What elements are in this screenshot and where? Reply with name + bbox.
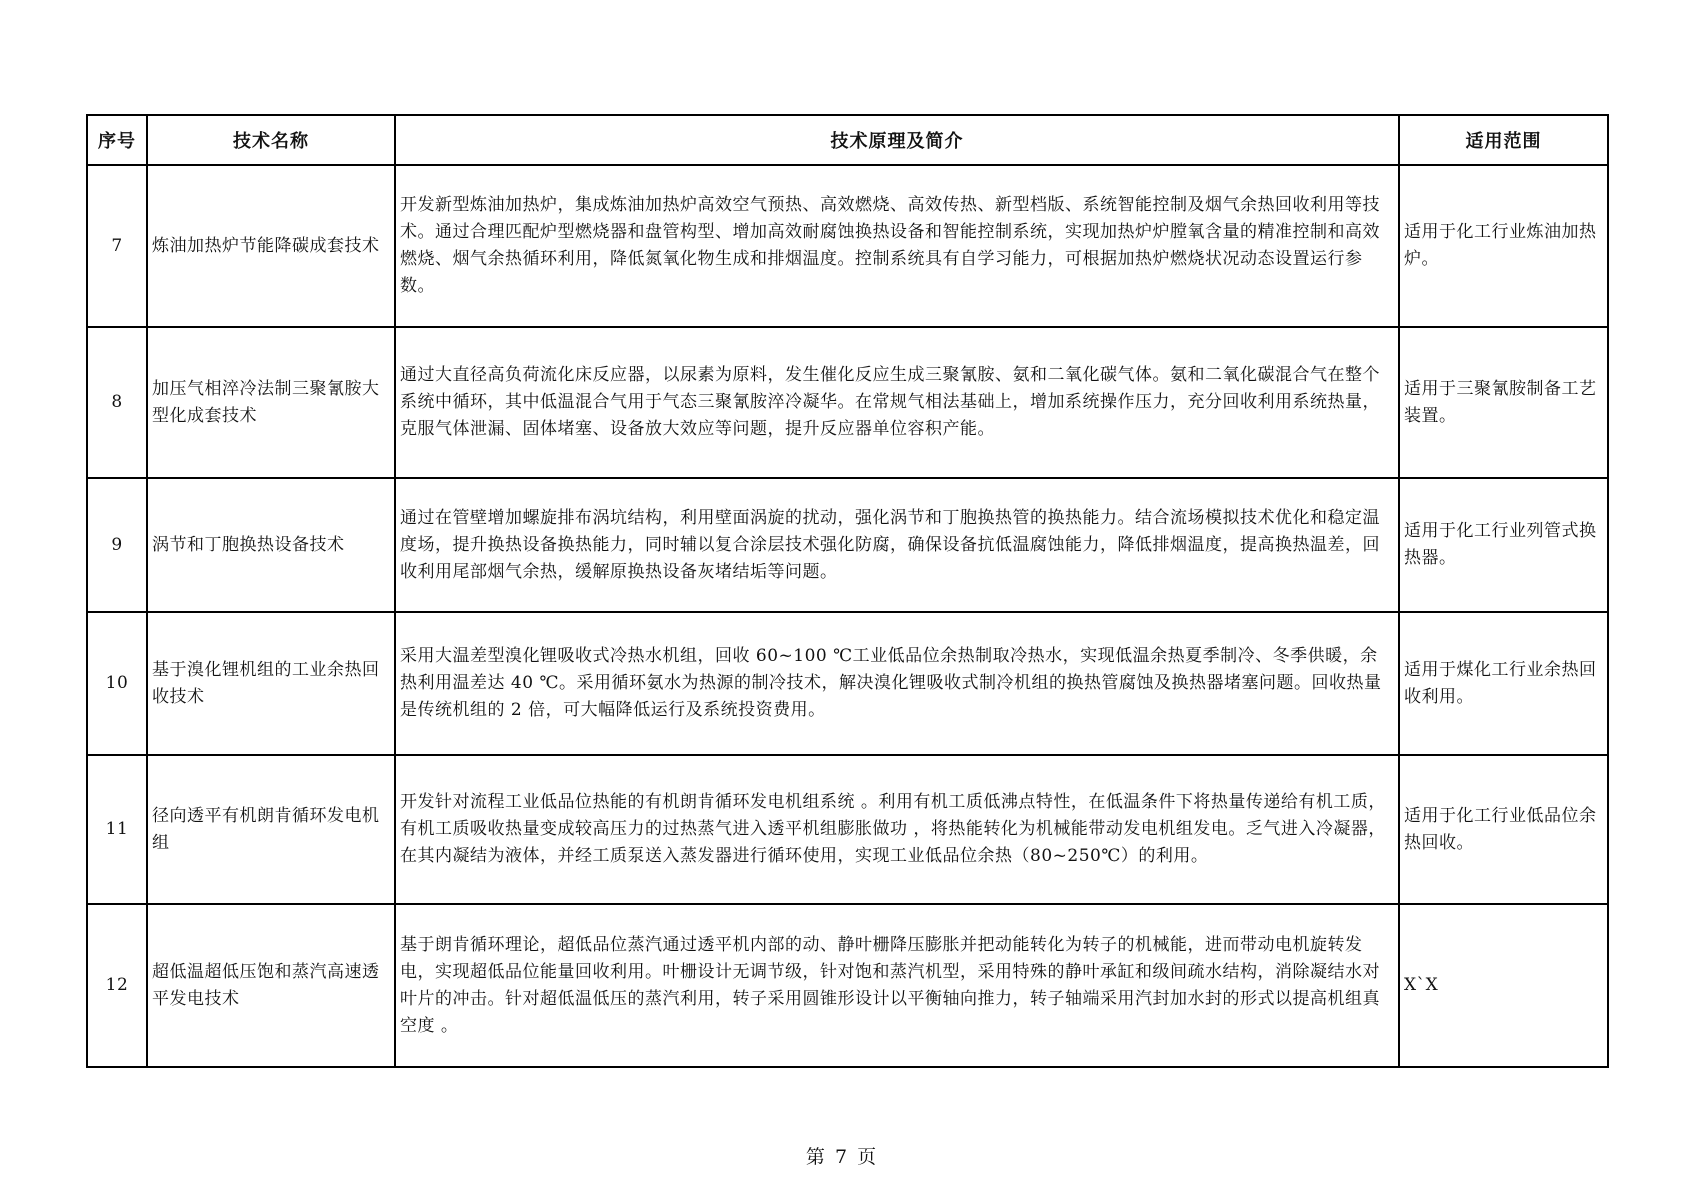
row-scope: 适用于三聚氰胺制备工艺装置。 — [1399, 327, 1608, 478]
row-scope: 适用于化工行业列管式换热器。 — [1399, 478, 1608, 612]
row-tech-name: 涡节和丁胞换热设备技术 — [147, 478, 395, 612]
row-tech-name: 径向透平有机朗肯循环发电机组 — [147, 755, 395, 904]
header-description: 技术原理及简介 — [395, 115, 1399, 165]
row-number: 7 — [87, 165, 147, 327]
page-number: 第 7 页 — [805, 1146, 879, 1168]
row-description: 采用大温差型溴化锂吸收式冷热水机组，回收 60~100 ℃工业低品位余热制取冷热水，实现低温余热夏季制冷、冬季供暖，余热利用温差达 40 ℃。采用循环氨水为热源的制冷技术，解决溴化锂吸收式制冷机组的换热管腐蚀及换热器堵塞问题。回收热量是传统机组的 2 倍，可大幅降低运行及系统投资费用。 — [395, 612, 1399, 755]
row-tech-name: 炼油加热炉节能降碳成套技术 — [147, 165, 395, 327]
table-row — [87, 478, 1608, 612]
row-number: 12 — [87, 904, 147, 1067]
header-scope: 适用范围 — [1399, 115, 1608, 165]
row-number: 8 — [87, 327, 147, 478]
row-scope: 适用于化工行业炼油加热炉。 — [1399, 165, 1608, 327]
row-scope: 适用于化工行业低品位余热回收。 — [1399, 755, 1608, 904]
table-row — [87, 165, 1608, 327]
table-row — [87, 755, 1608, 904]
row-description: 开发新型炼油加热炉，集成炼油加热炉高效空气预热、高效燃烧、高效传热、新型档版、系统智能控制及烟气余热回收利用等技术。通过合理匹配炉型燃烧器和盘管构型、增加高效耐腐蚀换热设备和智能控制系统，实现加热炉炉膛氧含量的精准控制和高效燃烧、烟气余热循环利用，降低氮氧化物生成和排烟温度。控制系统具有自学习能力，可根据加热炉燃烧状况动态设置运行参数。 — [395, 165, 1399, 327]
technology-table — [86, 114, 1609, 1068]
table-body — [87, 165, 1608, 1067]
table-row — [87, 327, 1608, 478]
header-name: 技术名称 — [147, 115, 395, 165]
table-row — [87, 612, 1608, 755]
row-tech-name: 基于溴化锂机组的工业余热回收技术 — [147, 612, 395, 755]
row-tech-name: 超低温超低压饱和蒸汽高速透平发电技术 — [147, 904, 395, 1067]
row-number: 9 — [87, 478, 147, 612]
row-description: 基于朗肯循环理论，超低品位蒸汽通过透平机内部的动、静叶栅降压膨胀并把动能转化为转子的机械能，进而带动电机旋转发电，实现超低品位能量回收利用。叶栅设计无调节级，针对饱和蒸汽机型，采用特殊的静叶承缸和级间疏水结构，消除凝结水对叶片的冲击。针对超低温低压的蒸汽利用，转子采用圆锥形设计以平衡轴向推力，转子轴端采用汽封加水封的形式以提高机组真空度 。 — [395, 904, 1399, 1067]
header-row — [87, 115, 1608, 165]
row-number: 11 — [87, 755, 147, 904]
header-number: 序号 — [87, 115, 147, 165]
row-scope: 适用于煤化工行业余热回收利用。 — [1399, 612, 1608, 755]
row-description: 通过大直径高负荷流化床反应器，以尿素为原料，发生催化反应生成三聚氰胺、氨和二氧化碳气体。氨和二氧化碳混合气在整个系统中循环，其中低温混合气用于气态三聚氰胺淬冷凝华。在常规气相法基础上，增加系统操作压力，充分回收利用系统热量，克服气体泄漏、固体堵塞、设备放大效应等问题，提升反应器单位容积产能。 — [395, 327, 1399, 478]
row-description: 开发针对流程工业低品位热能的有机朗肯循环发电机组系统 。利用有机工质低沸点特性，在低温条件下将热量传递给有机工质，有机工质吸收热量变成较高压力的过热蒸气进入透平机组膨胀做功 ，将热能转化为机械能带动发电机组发电。乏气进入冷凝器，在其内凝结为液体，并经工质泵送入蒸发器进行循环使用，实现工业低品位余热（80~250℃）的利用。 — [395, 755, 1399, 904]
row-description: 通过在管壁增加螺旋排布涡坑结构，利用壁面涡旋的扰动，强化涡节和丁胞换热管的换热能力。结合流场模拟技术优化和稳定温度场，提升换热设备换热能力，同时辅以复合涂层技术强化防腐，确保设备抗低温腐蚀能力，降低排烟温度，提高换热温差，回收利用尾部烟气余热，缓解原换热设备灰堵结垢等问题。 — [395, 478, 1399, 612]
table-header — [87, 115, 1608, 165]
row-number: 10 — [87, 612, 147, 755]
row-scope: X`X — [1399, 904, 1608, 1067]
row-tech-name: 加压气相淬冷法制三聚氰胺大型化成套技术 — [147, 327, 395, 478]
table-row — [87, 904, 1608, 1067]
